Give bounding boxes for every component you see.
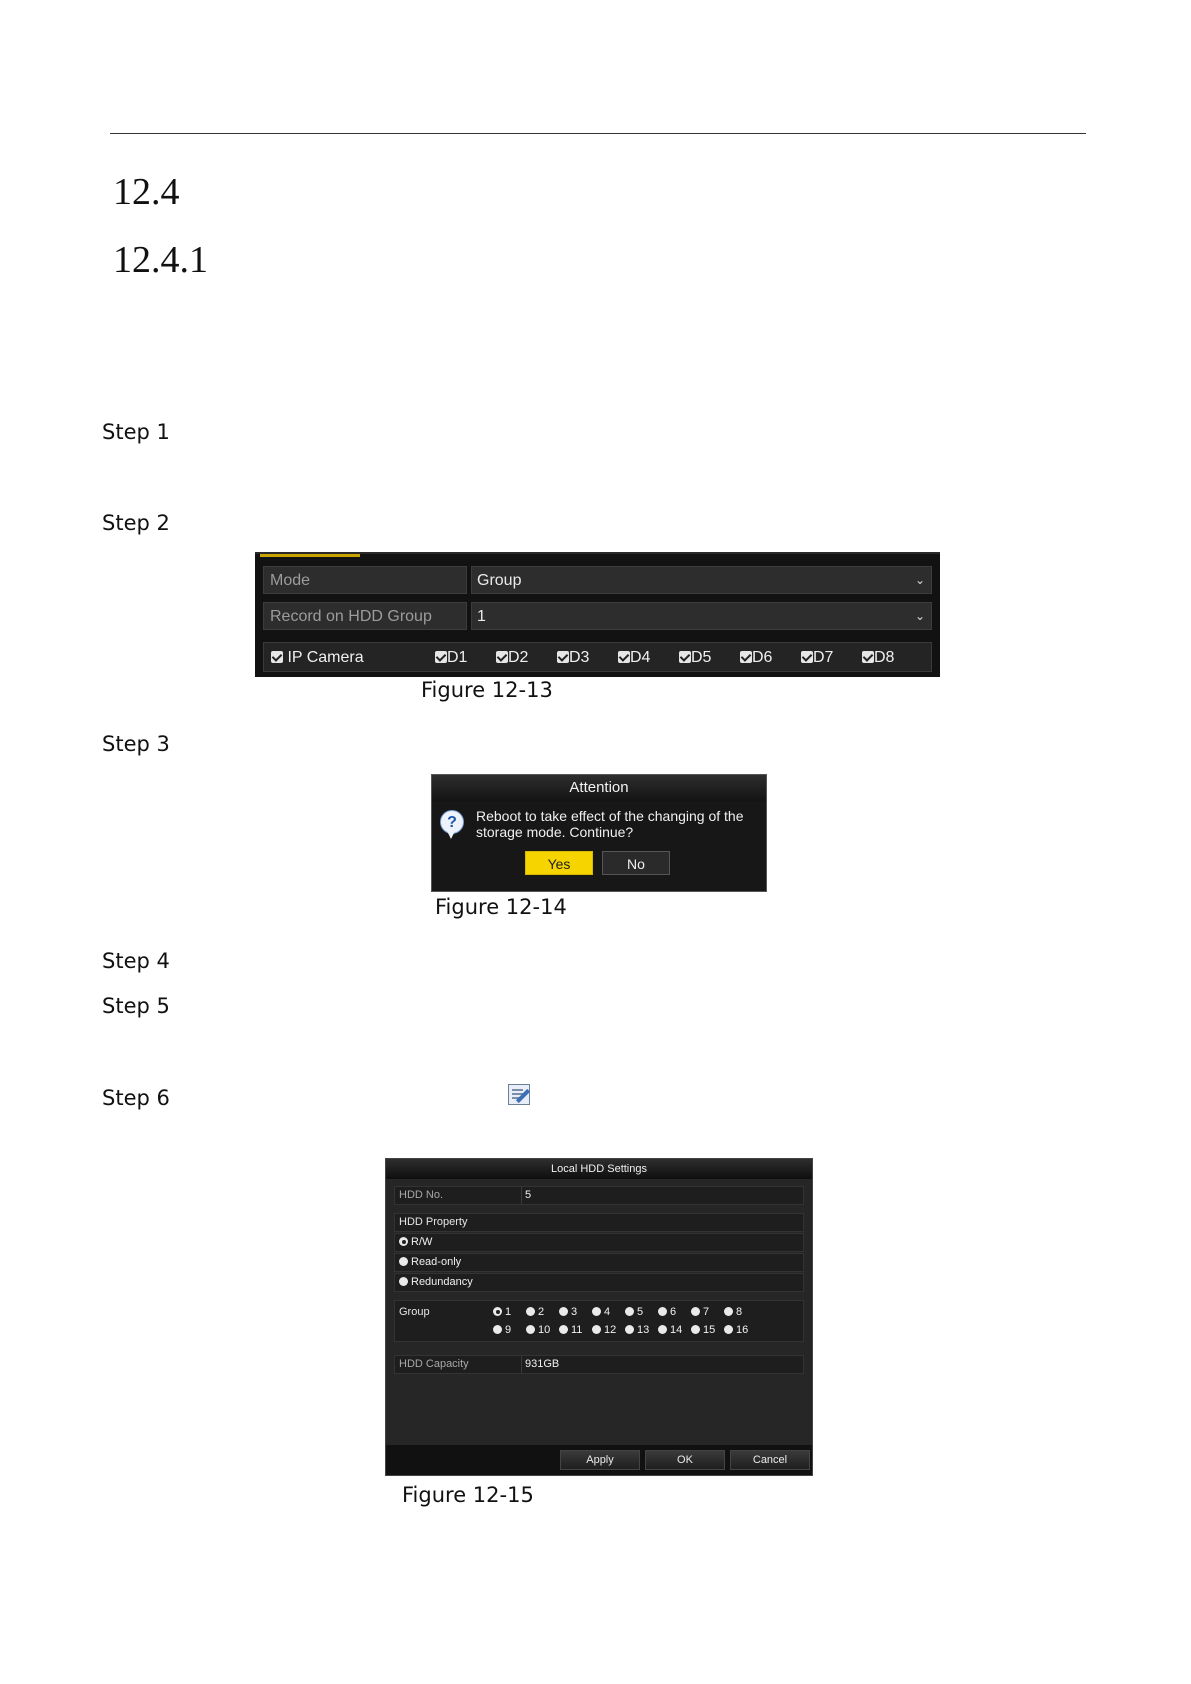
group-13-option[interactable]: 13: [625, 1324, 649, 1336]
checkbox-checked-icon: [557, 651, 569, 663]
property-redundancy-option[interactable]: [394, 1273, 804, 1292]
step-1-label: Step 1: [102, 420, 170, 444]
camera-d6-checkbox[interactable]: [740, 649, 772, 667]
camera-label: D8: [874, 649, 895, 666]
radio-icon: [526, 1325, 535, 1334]
radio-icon: [691, 1307, 700, 1316]
camera-d8-checkbox[interactable]: [862, 649, 894, 667]
no-button[interactable]: No: [602, 851, 670, 875]
radio-selected-icon: [399, 1237, 408, 1246]
storage-mode-panel: [255, 552, 940, 677]
group-6-option[interactable]: 6: [658, 1306, 676, 1318]
radio-icon: [625, 1307, 634, 1316]
radio-icon: [559, 1325, 568, 1334]
cancel-button[interactable]: Cancel: [730, 1450, 810, 1470]
group-5-option[interactable]: 5: [625, 1306, 643, 1318]
radio-icon: [724, 1307, 733, 1316]
radio-icon: [559, 1307, 568, 1316]
apply-button[interactable]: Apply: [560, 1450, 640, 1470]
figure-12-13-caption: Figure 12-13: [421, 678, 553, 702]
ip-camera-checkbox[interactable]: [271, 649, 364, 667]
local-hdd-settings-dialog: [385, 1158, 813, 1476]
camera-d7-checkbox[interactable]: [801, 649, 833, 667]
edit-icon: [508, 1084, 530, 1105]
figure-12-14-caption: Figure 12-14: [435, 895, 567, 919]
mode-value: Group: [477, 572, 522, 589]
group-2-option[interactable]: 2: [526, 1306, 544, 1318]
chevron-down-icon: ⌄: [914, 573, 925, 587]
hdd-no-label: HDD No.: [399, 1189, 444, 1201]
camera-d4-checkbox[interactable]: [618, 649, 650, 667]
mode-label: Mode: [263, 566, 467, 594]
property-label: R/W: [411, 1236, 433, 1248]
question-icon-tail: [447, 831, 455, 839]
yes-button[interactable]: Yes: [525, 851, 593, 875]
radio-icon: [592, 1307, 601, 1316]
hdd-capacity-value: 931GB: [525, 1358, 560, 1370]
subsection-heading: 12.4.1: [113, 239, 208, 281]
radio-icon: [658, 1325, 667, 1334]
radio-icon: [724, 1325, 733, 1334]
ip-camera-row: [263, 642, 932, 672]
section-heading: 12.4: [113, 171, 180, 213]
checkbox-checked-icon: [801, 651, 813, 663]
property-readonly-option[interactable]: [394, 1253, 804, 1272]
checkbox-checked-icon: [618, 651, 630, 663]
hdd-capacity-label: HDD Capacity: [399, 1358, 469, 1370]
checkbox-checked-icon: [271, 651, 283, 663]
dialog-title: Local HDD Settings: [386, 1159, 812, 1179]
mode-select[interactable]: [471, 566, 932, 594]
group-3-option[interactable]: 3: [559, 1306, 577, 1318]
group-11-option[interactable]: 11: [559, 1324, 582, 1336]
radio-icon: [691, 1325, 700, 1334]
group-16-option[interactable]: 16: [724, 1324, 748, 1336]
radio-selected-icon: [493, 1307, 502, 1316]
property-rw-option[interactable]: [394, 1233, 804, 1252]
record-value: 1: [477, 608, 486, 625]
header-rule: [110, 133, 1086, 134]
group-8-option[interactable]: 8: [724, 1306, 742, 1318]
step-6-label: Step 6: [102, 1086, 170, 1110]
figure-12-15-caption: Figure 12-15: [402, 1483, 534, 1507]
step-2-label: Step 2: [102, 511, 170, 535]
group-row: [394, 1300, 804, 1342]
checkbox-checked-icon: [496, 651, 508, 663]
step-3-label: Step 3: [102, 732, 170, 756]
group-9-option[interactable]: 9: [493, 1324, 511, 1336]
radio-icon: [399, 1257, 408, 1266]
radio-icon: [592, 1325, 601, 1334]
group-1-option[interactable]: 1: [493, 1306, 511, 1318]
camera-d1-checkbox[interactable]: [435, 649, 467, 667]
record-row: [263, 602, 932, 632]
mode-row: [263, 566, 932, 596]
ip-camera-label: IP Camera: [287, 649, 364, 666]
chevron-down-icon: ⌄: [914, 609, 925, 623]
property-label: Read-only: [411, 1256, 462, 1268]
camera-label: D1: [447, 649, 468, 666]
hdd-property-row: [394, 1213, 804, 1232]
step-5-label: Step 5: [102, 994, 170, 1018]
checkbox-checked-icon: [740, 651, 752, 663]
radio-icon: [658, 1307, 667, 1316]
radio-icon: [493, 1325, 502, 1334]
group-10-option[interactable]: 10: [526, 1324, 550, 1336]
group-12-option[interactable]: 12: [592, 1324, 616, 1336]
camera-d3-checkbox[interactable]: [557, 649, 589, 667]
checkbox-checked-icon: [679, 651, 691, 663]
group-label: Group: [399, 1306, 430, 1318]
step-4-label: Step 4: [102, 949, 170, 973]
question-icon: ?: [440, 810, 464, 834]
camera-label: D7: [813, 649, 834, 666]
camera-label: D6: [752, 649, 773, 666]
group-15-option[interactable]: 15: [691, 1324, 715, 1336]
attention-dialog: [431, 774, 767, 892]
camera-label: D3: [569, 649, 590, 666]
camera-label: D2: [508, 649, 529, 666]
radio-icon: [526, 1307, 535, 1316]
camera-label: D4: [630, 649, 651, 666]
dialog-title: Attention: [432, 775, 766, 801]
group-4-option[interactable]: 4: [592, 1306, 610, 1318]
hdd-capacity-row: [394, 1355, 804, 1374]
camera-label: D5: [691, 649, 712, 666]
ok-button[interactable]: OK: [645, 1450, 725, 1470]
property-label: Redundancy: [411, 1276, 473, 1288]
record-label: Record on HDD Group: [263, 602, 467, 630]
active-tab-indicator: [260, 554, 360, 557]
hdd-property-label: HDD Property: [399, 1216, 468, 1228]
record-select[interactable]: [471, 602, 932, 630]
group-14-option[interactable]: 14: [658, 1324, 682, 1336]
hdd-no-row: [394, 1186, 804, 1205]
hdd-no-value: 5: [525, 1189, 532, 1201]
camera-d2-checkbox[interactable]: [496, 649, 528, 667]
radio-icon: [399, 1277, 408, 1286]
checkbox-checked-icon: [862, 651, 874, 663]
camera-d5-checkbox[interactable]: [679, 649, 711, 667]
checkbox-checked-icon: [435, 651, 447, 663]
radio-icon: [625, 1325, 634, 1334]
group-7-option[interactable]: 7: [691, 1306, 709, 1318]
dialog-message: Reboot to take effect of the changing of the storage mode. Continue?: [476, 808, 744, 840]
dialog-footer: [386, 1445, 812, 1475]
